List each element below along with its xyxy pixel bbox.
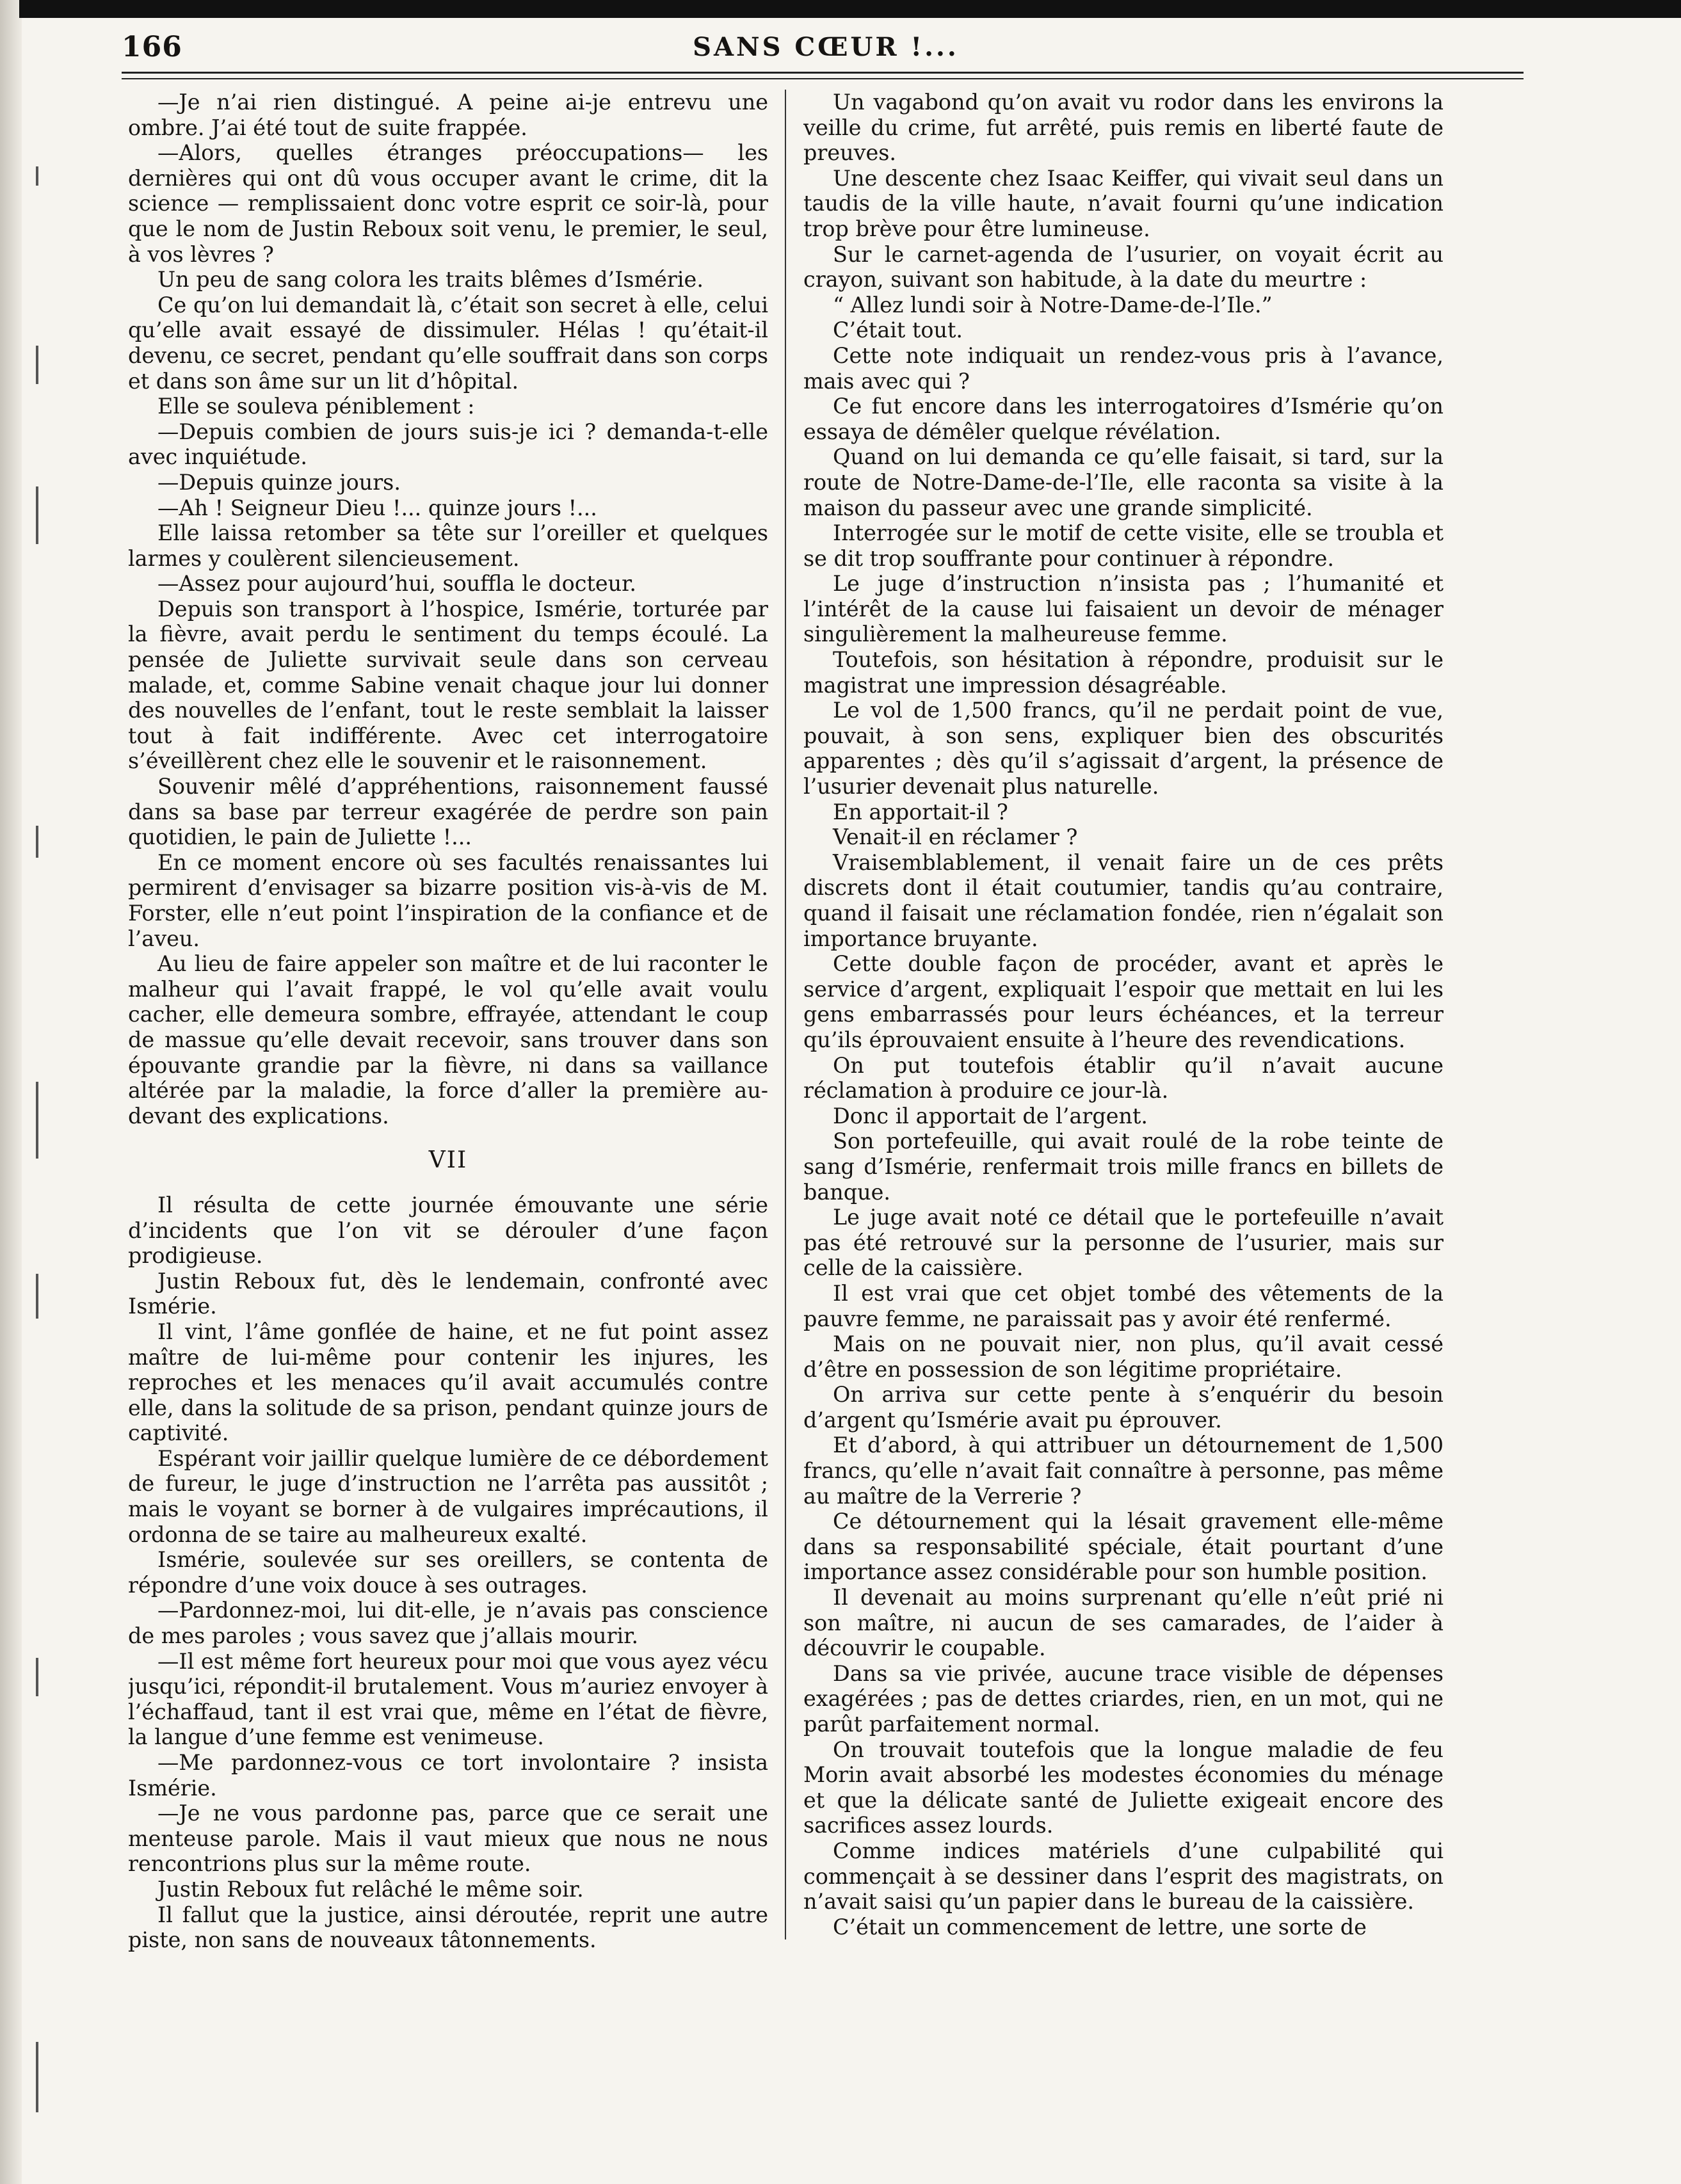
paragraph: —Ah ! Seigneur Dieu !... quinze jours !...	[157, 495, 597, 520]
paragraph: Elle se souleva péniblement :	[157, 394, 475, 419]
paragraph: Ismérie, soulevée sur ses oreillers, se contenta de répondre d’une voix douce à ses outrages.	[128, 1547, 768, 1598]
paragraph: Le juge avait noté ce détail que le portefeuille n’avait pas été retrouvé sur la personne de l’usurier, mais sur celle de la caissière.	[803, 1205, 1444, 1281]
paragraph: “ Allez lundi soir à Notre-Dame-de-l’Ile.”	[833, 292, 1273, 317]
top-border	[19, 0, 1681, 18]
paragraph: On trouvait toutefois que la longue maladie de feu Morin avait absorbé les modestes économies du ménage et que la délicate santé de Juliette exigeait encore des sacrifices assez lourds.	[803, 1737, 1444, 1838]
margin-mark	[36, 486, 38, 544]
paragraph: En ce moment encore où ses facultés renaissantes lui permirent d’envisager sa bizarre position vis-à-vis de M. Forster, elle n’eut point l’inspiration de la confiance et de l’aveu.	[128, 849, 768, 951]
paragraph: Un peu de sang colora les traits blêmes d’Ismérie.	[157, 267, 704, 293]
paragraph: Depuis son transport à l’hospice, Ismérie, torturée par la fièvre, avait perdu le sentiment du temps écoulé. La pensée de Juliette survivait seule dans son cerveau malade, et, comme Sabine venait chaque jour lui donner des nouvelles de l’enfant, tout le reste semblait la laisser tout à fait indifférente. Avec cet interrogatoire s’éveillèrent chez elle le souvenir et le raisonnement.	[128, 596, 768, 774]
paragraph: Interrogée sur le motif de cette visite, elle se troubla et se dit trop souffrante pour continuer à répondre.	[803, 520, 1444, 571]
paragraph: Il devenait au moins surprenant qu’elle n’eût prié ni son maître, ni aucun de ses camarades, de l’aider à découvrir le coupable.	[803, 1585, 1444, 1661]
paragraph: Il fallut que la justice, ainsi déroutée, reprit une autre piste, non sans de nouveaux tâtonnements.	[128, 1902, 768, 1953]
paragraph: En apportait-il ?	[833, 799, 1008, 824]
margin-mark	[36, 1082, 38, 1159]
paragraph: C’était tout.	[833, 317, 963, 343]
paragraph: —Je ne vous pardonne pas, parce que ce serait une menteuse parole. Mais il vaut mieux que nous ne nous rencontrions plus sur la même route.	[128, 1801, 768, 1877]
paragraph: Souvenir mêlé d’appréhentions, raisonnement faussé dans sa base par terreur exagérée de perdre son pain quotidien, le pain de Juliette !...	[128, 774, 768, 850]
paragraph: Le vol de 1,500 francs, qu’il ne perdait point de vue, pouvait, à son sens, expliquer bien des obscurités apparentes ; dès qu’il s’agissait d’argent, la présence de l’usurier devenait plus naturelle.	[803, 698, 1444, 799]
column-divider	[785, 90, 786, 1939]
left-column	[128, 90, 768, 2074]
paragraph: On put toutefois établir qu’il n’avait aucune réclamation à produire ce jour-là.	[803, 1052, 1444, 1104]
paragraph: Venait-il en réclamer ?	[833, 824, 1078, 850]
paragraph: Cette note indiquait un rendez-vous pris à l’avance, mais avec qui ?	[803, 342, 1444, 394]
paragraph: —Je n’ai rien distingué. A peine ai-je entrevu une ombre. J’ai été tout de suite frappée.	[128, 90, 768, 140]
paragraph: Ce fut encore dans les interrogatoires d’Ismérie qu’on essaya de démêler quelque révélation.	[803, 394, 1444, 444]
paragraph: Le juge d’instruction n’insista pas ; l’humanité et l’intérêt de la cause lui faisaient un devoir de ménager singulièrement la malheureuse femme.	[803, 571, 1444, 647]
header-rule	[122, 72, 1524, 74]
paragraph: —Pardonnez-moi, lui dit-elle, je n’avais pas conscience de mes paroles ; vous savez que j’allais mourir.	[128, 1598, 768, 1649]
paragraph: Il est vrai que cet objet tombé des vêtements de la pauvre femme, ne paraissait pas y avoir été renfermé.	[803, 1280, 1444, 1331]
paragraph: Mais on ne pouvait nier, non plus, qu’il avait cessé d’être en possession de son légitime propriétaire.	[803, 1331, 1444, 1382]
margin-mark	[36, 1274, 38, 1319]
header-rule-secondary	[122, 78, 1524, 79]
paragraph: Il résulta de cette journée émouvante une série d’incidents que l’on vit se dérouler d’une façon prodigieuse.	[128, 1192, 768, 1269]
paragraph: Comme indices matériels d’une culpabilité qui commençait à se dessiner dans l’esprit des magistrats, on n’avait saisi qu’un papier dans le bureau de la caissière.	[803, 1838, 1444, 1915]
paragraph: C’était un commencement de lettre, une sorte de	[833, 1914, 1367, 1939]
paragraph: Espérant voir jaillir quelque lumière de ce débordement de fureur, le juge d’instruction ne l’arrêta pas aussitôt ; mais le voyant se borner à de vulgaires imprécautions, il ordonna de se taire au malheureux exalté.	[128, 1445, 768, 1547]
margin-mark	[36, 346, 38, 384]
margin-mark	[36, 2042, 38, 2112]
paragraph: —Assez pour aujourd’hui, souffla le docteur.	[157, 571, 637, 597]
paragraph: Sur le carnet-agenda de l’usurier, on voyait écrit au crayon, suivant son habitude, à la date du meurtre :	[803, 241, 1444, 293]
paragraph: Au lieu de faire appeler son maître et de lui raconter le malheur qui l’avait frappé, le vol qu’elle avait voulu cacher, elle demeura sombre, effrayée, attendant le coup de massue qu’elle devait recevoir, sans trouver dans son épouvante grandie par la fièvre, ni dans sa vaillance altérée par la maladie, la force d’aller la première au-devant des explications.	[128, 951, 768, 1128]
paragraph: Dans sa vie privée, aucune trace visible de dépenses exagérées ; pas de dettes criardes, rien, en un mot, qui ne parût parfaitement normal.	[803, 1660, 1444, 1737]
paragraph: Donc il apportait de l’argent.	[833, 1103, 1148, 1128]
paragraph: Justin Reboux fut, dès le lendemain, confronté avec Ismérie.	[128, 1268, 768, 1319]
paragraph: Quand on lui demanda ce qu’elle faisait, si tard, sur la route de Notre-Dame-de-l’Ile, elle raconta sa visite à la maison du passeur avec une grande simplicité.	[803, 444, 1444, 520]
paragraph: Un vagabond qu’on avait vu rodor dans les environs la veille du crime, fut arrêté, puis remis en liberté faute de preuves.	[803, 90, 1444, 166]
paragraph: —Depuis combien de jours suis-je ici ? demanda-t-elle avec inquiétude.	[128, 419, 768, 470]
paragraph: —Alors, quelles étranges préoccupations— les dernières qui ont dû vous occuper avant le crime, dit la science — remplissaient donc votre esprit ce soir-là, pour que le nom de Justin Reboux soit venu, le premier, le seul, à vos lèvres ?	[128, 140, 768, 267]
paragraph: Il vint, l’âme gonflée de haine, et ne fut point assez maître de lui-même pour contenir les injures, les reproches et les menaces qu’il avait accumulés contre elle, dans la solitude de sa prison, pendant quinze jours de captivité.	[128, 1319, 768, 1446]
paragraph: Justin Reboux fut relâché le même soir.	[157, 1876, 584, 1902]
paragraph: Ce qu’on lui demandait là, c’était son secret à elle, celui qu’elle avait essayé de dissimuler. Hélas ! qu’était-il devenu, ce secret, pendant qu’elle souffrait dans son corps et dans son âme sur un lit d’hôpital.	[128, 292, 768, 394]
paragraph: Son portefeuille, qui avait roulé de la robe teinte de sang d’Ismérie, renfermait trois mille francs en billets de banque.	[803, 1128, 1444, 1205]
paragraph: On arriva sur cette pente à s’enquérir du besoin d’argent qu’Ismérie avait pu éprouver.	[803, 1382, 1444, 1433]
paragraph: Ce détournement qui la lésait gravement elle-même dans sa responsabilité spéciale, était pourtant d’une importance assez considérable pour son humble position.	[803, 1509, 1444, 1585]
binding-edge	[0, 0, 22, 2184]
section-heading: VII	[428, 1147, 468, 1174]
margin-mark	[36, 1658, 38, 1696]
paragraph: Une descente chez Isaac Keiffer, qui vivait seul dans un taudis de la ville haute, n’avait fourni qu’une indication trop brève pour être lumineuse.	[803, 165, 1444, 241]
paragraph: Vraisemblablement, il venait faire un de ces prêts discrets dont il était coutumier, tandis qu’au contraire, quand il faisait une réclamation fondée, rien n’égalait son importance bruyante.	[803, 849, 1444, 951]
margin-mark	[36, 826, 38, 858]
paragraph: —Il est même fort heureux pour moi que vous ayez vécu jusqu’ici, répondit-il brutalement. Vous m’auriez envoyer à l’échaffaud, tant il est vrai que, même en l’état de fièvre, la langue d’une femme est venimeuse.	[128, 1648, 768, 1750]
paragraph: —Depuis quinze jours.	[157, 469, 401, 495]
right-column	[803, 90, 1444, 2074]
paragraph: Et d’abord, à qui attribuer un détournement de 1,500 francs, qu’elle n’avait fait connaître à personne, pas même au maître de la Verrerie ?	[803, 1433, 1444, 1509]
page-header-title: SANS CŒUR !...	[693, 32, 959, 62]
margin-marks	[36, 90, 61, 2138]
paragraph: Cette double façon de procéder, avant et après le service d’argent, expliquait l’espoir que mettait en lui les gens embarrassés pour leurs échéances, et la terreur qu’ils éprouvaient ensuite à l’heure des revendications.	[803, 951, 1444, 1052]
paragraph: —Me pardonnez-vous ce tort involontaire ? insista Ismérie.	[128, 1750, 768, 1801]
paragraph: Toutefois, son hésitation à répondre, produisit sur le magistrat une impression désagréable.	[803, 647, 1444, 698]
page-number: 166	[122, 31, 182, 63]
paragraph: Elle laissa retomber sa tête sur l’oreiller et quelques larmes y coulèrent silencieusement.	[128, 520, 768, 571]
running-head	[122, 31, 1530, 76]
margin-mark	[36, 166, 38, 186]
